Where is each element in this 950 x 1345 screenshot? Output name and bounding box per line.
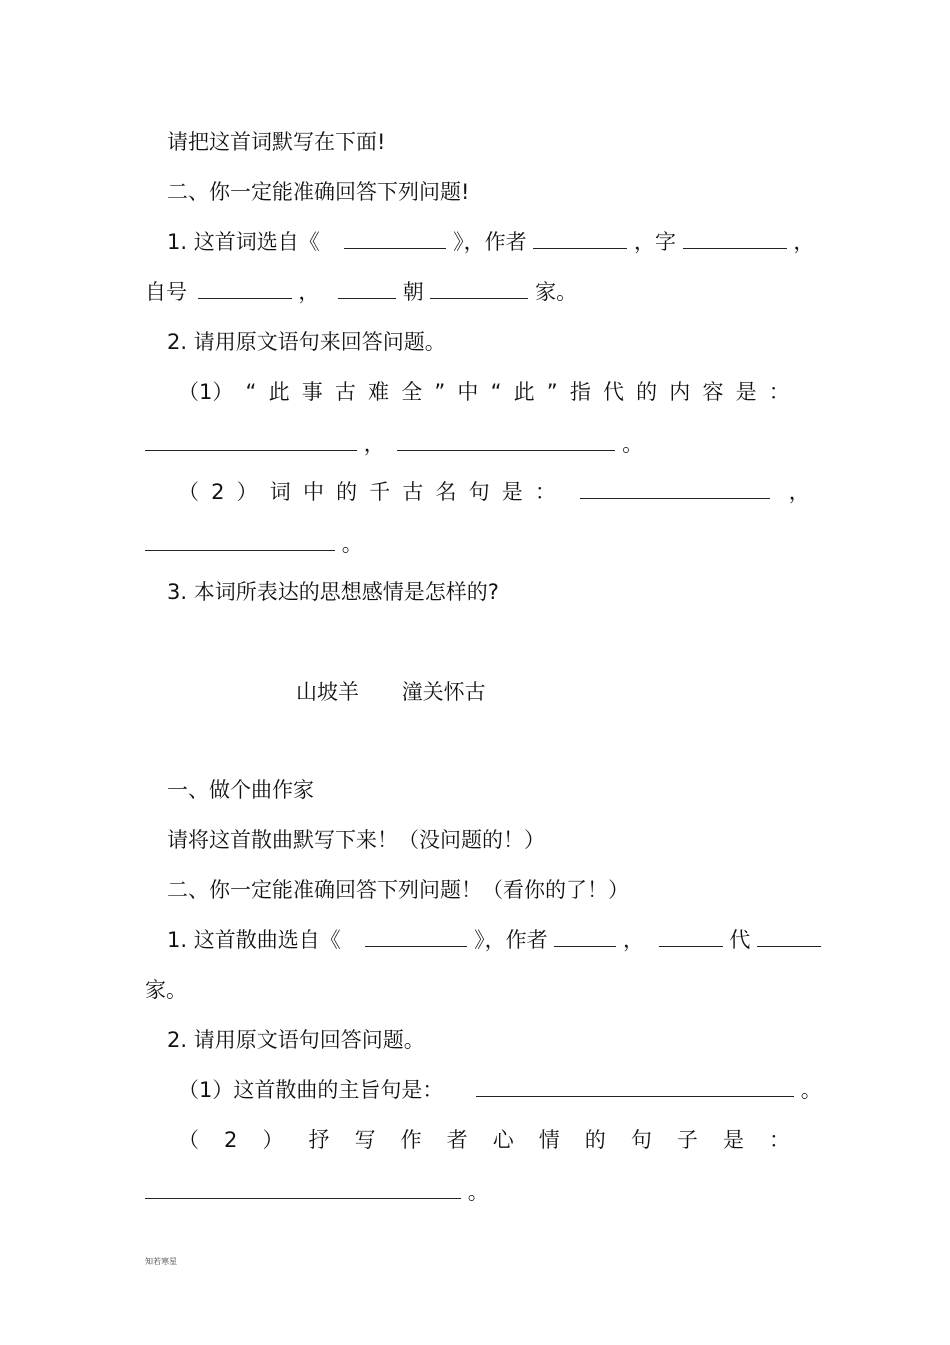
q2-2-char: 句 — [468, 480, 490, 504]
qu-question-2-2-prompt — [178, 1126, 790, 1154]
q1-comma: ， — [793, 230, 815, 254]
q1-author-label: 》，作者 — [453, 230, 527, 254]
qu-q1-dynasty-label: 代 — [729, 928, 751, 952]
qu-q1-author-label: 》，作者 — [474, 928, 548, 952]
q1-comma-2: ， — [298, 280, 320, 304]
qu-title — [296, 678, 486, 706]
q2-1-char: “ — [490, 380, 502, 404]
q2-1-char: 内 — [669, 380, 691, 404]
qu-q2-2-char: 子 — [676, 1128, 698, 1152]
qu-q2-2-char: 情 — [538, 1128, 560, 1152]
q2-1-char: 中 — [457, 380, 479, 404]
qu-q2-2-char: ： — [768, 1128, 790, 1152]
qu-q2-2-char: 写 — [354, 1128, 376, 1152]
q1-school-blank[interactable] — [430, 278, 528, 299]
q2-2-char: （ — [178, 480, 199, 504]
qu-question-2-heading: 2. 请用原文语句回答问题。 — [167, 1028, 425, 1052]
qu-q2-2-char: 2 — [224, 1128, 238, 1152]
q2-1-char: 古 — [334, 380, 356, 404]
q2-1-char: 指 — [569, 380, 591, 404]
q2-1-char: 难 — [368, 380, 390, 404]
qu-q1-dynasty-blank[interactable] — [659, 926, 723, 947]
q1-courtesy-blank[interactable] — [683, 228, 787, 249]
q2-2-comma: ， — [788, 480, 810, 504]
q1-courtesy-label: ，字 — [633, 230, 676, 254]
instruction-write-poem: 请把这首词默写在下面! — [167, 130, 386, 154]
qu-q2-2-char: 者 — [446, 1128, 468, 1152]
instruction-write-qu: 请将这首散曲默写下来！（没问题的！） — [167, 828, 545, 852]
q1-alias-label: 自号 — [145, 280, 187, 304]
question-2-1-answer — [145, 430, 643, 458]
section-two-heading: 二、你一定能准确回答下列问题! — [167, 180, 470, 204]
q2-2-char: 中 — [302, 480, 324, 504]
qu-q2-1-label: （1）这首散曲的主旨句是： — [178, 1078, 444, 1102]
qu-q2-1-period: 。 — [800, 1078, 822, 1102]
q2-2-answer-blank-1[interactable] — [580, 478, 770, 499]
qu-q2-2-char: 心 — [492, 1128, 514, 1152]
q1-dynasty-blank[interactable] — [338, 278, 396, 299]
q1-school-label: 家。 — [535, 280, 578, 304]
q2-1-answer-blank-1[interactable] — [145, 430, 357, 451]
qu-question-2-2-answer — [145, 1178, 489, 1206]
question-2-2-answer — [145, 530, 363, 558]
q2-1-char: 的 — [636, 380, 658, 404]
q2-2-char: ： — [534, 480, 556, 504]
qu-q2-2-char: 作 — [400, 1128, 422, 1152]
q2-1-char: 此 — [513, 380, 535, 404]
qu-question-1-line-1 — [167, 926, 821, 954]
q2-1-char: 容 — [702, 380, 724, 404]
qu-q1-comma: ， — [622, 928, 644, 952]
q2-2-char: 2 — [211, 480, 225, 504]
qu-q2-2-char: 是 — [722, 1128, 744, 1152]
q2-2-char: 是 — [501, 480, 523, 504]
q2-1-answer-blank-2[interactable] — [397, 430, 615, 451]
q1-author-blank[interactable] — [533, 228, 627, 249]
q2-1-char: ” — [434, 380, 446, 404]
qu-q2-1-blank[interactable] — [476, 1076, 794, 1097]
qu-q2-2-period: 。 — [467, 1180, 489, 1204]
qu-q1-source-label: 1. 这首散曲选自《 — [167, 928, 341, 952]
question-2-heading: 2. 请用原文语句来回答问题。 — [167, 330, 446, 354]
question-2-1-prompt — [178, 378, 790, 406]
qu-question-2-1 — [178, 1076, 822, 1104]
qu-q1-role-blank[interactable] — [757, 926, 821, 947]
section-two-heading-qu: 二、你一定能准确回答下列问题！（看你的了！） — [167, 878, 629, 902]
q2-1-char: 事 — [301, 380, 323, 404]
qu-q2-2-char: 抒 — [308, 1128, 330, 1152]
q2-1-comma: ， — [363, 432, 385, 456]
qu-q2-2-answer-blank[interactable] — [145, 1178, 461, 1199]
q2-1-char: ： — [768, 380, 790, 404]
q2-2-char: 的 — [336, 480, 358, 504]
qu-question-1-line-2: 家。 — [145, 978, 187, 1002]
qu-q2-2-char: 句 — [630, 1128, 652, 1152]
q2-1-char: 代 — [602, 380, 624, 404]
q1-dynasty-label: 朝 — [402, 280, 424, 304]
question-1-line-1 — [167, 228, 814, 256]
q2-2-answer-blank-2[interactable] — [145, 530, 335, 551]
q1-source-label: 1. 这首词选自《 — [167, 230, 320, 254]
q2-2-char: 词 — [269, 480, 291, 504]
qu-q1-author-blank[interactable] — [554, 926, 616, 947]
qu-tune-name: 山坡羊 — [296, 680, 359, 704]
q2-2-char: 千 — [369, 480, 391, 504]
q2-1-char: 全 — [401, 380, 423, 404]
q2-1-char: （1） — [178, 380, 234, 404]
q2-1-period: 。 — [622, 432, 644, 456]
qu-q2-2-char: ） — [262, 1128, 284, 1152]
q2-1-char: 此 — [268, 380, 290, 404]
question-1-line-2 — [145, 278, 577, 306]
qu-q2-2-char: （ — [178, 1128, 199, 1152]
q2-2-char: 古 — [402, 480, 424, 504]
question-3: 3. 本词所表达的思想感情是怎样的? — [167, 580, 499, 604]
qu-q1-source-blank[interactable] — [365, 926, 467, 947]
question-2-2-prompt — [178, 478, 810, 506]
q2-2-char: 名 — [435, 480, 457, 504]
section-one-heading: 一、做个曲作家 — [167, 778, 314, 802]
qu-q2-2-char: 的 — [584, 1128, 606, 1152]
q2-2-period: 。 — [341, 532, 363, 556]
q2-1-char: ” — [546, 380, 558, 404]
qu-title-name: 潼关怀古 — [401, 680, 486, 704]
q2-2-char: ） — [236, 480, 258, 504]
q1-source-blank[interactable] — [344, 228, 446, 249]
page-footer-mark: 知若寒星 — [145, 1257, 177, 1266]
q2-1-char: “ — [245, 380, 257, 404]
q2-1-char: 是 — [735, 380, 757, 404]
q1-alias-blank[interactable] — [198, 278, 292, 299]
